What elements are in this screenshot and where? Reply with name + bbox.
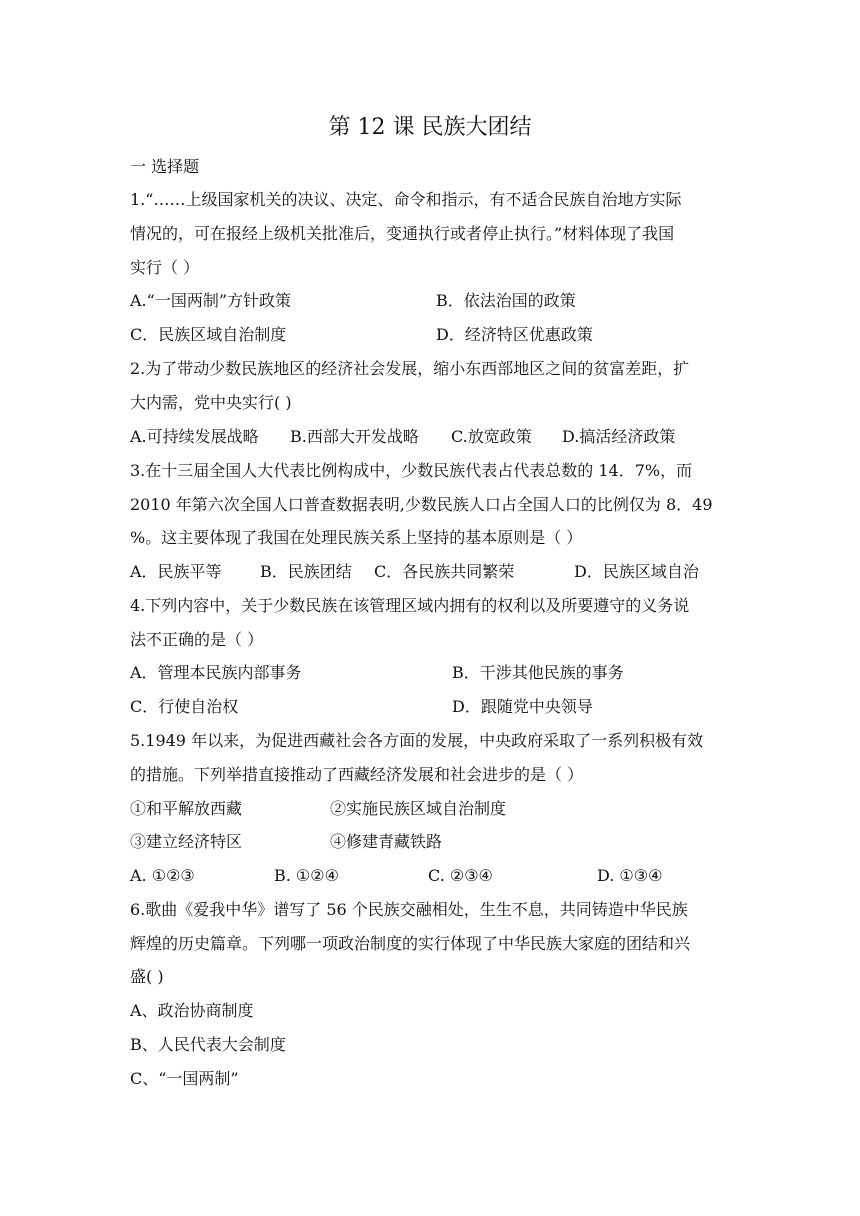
q2-line-1: 2.为了带动少数民族地区的经济社会发展，缩小东西部地区之间的贫富差距，扩 (130, 359, 690, 378)
q5-item-4: ④修建青藏铁路 (330, 832, 443, 851)
q1-option-a: A.“一国两制”方针政策 (130, 291, 292, 310)
q5-line-1: 5.1949 年以来，为促进西藏社会各方面的发展，中央政府采取了一系列积极有效 (130, 731, 704, 750)
q6-option-c: C、“一国两制” (130, 1069, 239, 1088)
q4-line-1: 4.下列内容中，关于少数民族在该管理区域内拥有的权利以及所要遵守的义务说 (130, 596, 690, 615)
q2-line-2: 大内需，党中央实行( ) (130, 393, 292, 412)
q5-option-d: D. ①③④ (597, 866, 663, 885)
q1-option-b: B．依法治国的政策 (436, 291, 576, 310)
q2-option-b: B.西部大开发战略 (290, 427, 419, 446)
q3-option-c: C．各民族共同繁荣 (374, 562, 515, 581)
q3-option-a: A．民族平等 (130, 562, 222, 581)
q1-option-d: D．经济特区优惠政策 (436, 325, 593, 344)
q5-item-1: ①和平解放西藏 (130, 799, 243, 818)
section-heading: 一 选择题 (130, 157, 200, 176)
page-title: 第 12 课 民族大团结 (328, 115, 532, 140)
q2-option-a: A.可持续发展战略 (130, 427, 259, 446)
q5-option-c: C. ②③④ (428, 866, 493, 885)
q5-item-3: ③建立经济特区 (130, 832, 243, 851)
q3-option-b: B．民族团结 (260, 562, 352, 581)
q4-line-2: 法不正确的是（ ） (130, 630, 264, 649)
q2-option-c: C.放宽政策 (451, 427, 532, 446)
q5-item-2: ②实施民族区域自治制度 (330, 799, 507, 818)
q3-line-3: %。这主要体现了我国在处理民族关系上坚持的基本原则是（ ） (130, 528, 583, 547)
q3-option-d: D．民族区域自治 (574, 562, 699, 581)
q6-option-a: A、政治协商制度 (130, 1001, 254, 1020)
q4-option-c: C．行使自治权 (130, 697, 239, 716)
q1-line-1: 1.“……上级国家机关的决议、决定、命令和指示，有不适合民族自治地方实际 (130, 190, 682, 209)
q2-option-d: D.搞活经济政策 (562, 427, 676, 446)
q6-line-2: 辉煌的历史篇章。下列哪一项政治制度的实行体现了中华民族大家庭的团结和兴 (130, 934, 691, 953)
q3-line-2: 2010 年第六次全国人口普查数据表明,少数民族人口占全国人口的比例仅为 8．49 (130, 495, 713, 514)
q5-option-b: B. ①②④ (274, 866, 339, 885)
q5-option-a: A. ①②③ (130, 866, 195, 885)
q1-option-c: C．民族区域自治制度 (130, 325, 287, 344)
q1-line-3: 实行（ ） (130, 258, 200, 277)
q4-option-a: A．管理本民族内部事务 (130, 663, 302, 682)
q4-option-b: B．干涉其他民族的事务 (452, 663, 624, 682)
q6-option-b: B、人民代表大会制度 (130, 1035, 286, 1054)
q5-line-2: 的措施。下列举措直接推动了西藏经济发展和社会进步的是（ ） (130, 765, 584, 784)
q1-line-2: 情况的，可在报经上级机关批准后，变通执行或者停止执行。”材料体现了我国 (130, 224, 675, 243)
q4-option-d: D．跟随党中央领导 (452, 697, 593, 716)
q6-line-1: 6.歌曲《爱我中华》谱写了 56 个民族交融相处，生生不息，共同铸造中华民族 (130, 900, 688, 919)
q6-line-3: 盛( ) (130, 967, 164, 986)
q3-line-1: 3.在十三届全国人大代表比例构成中，少数民族代表占代表总数的 14．7%，而 (130, 461, 693, 480)
